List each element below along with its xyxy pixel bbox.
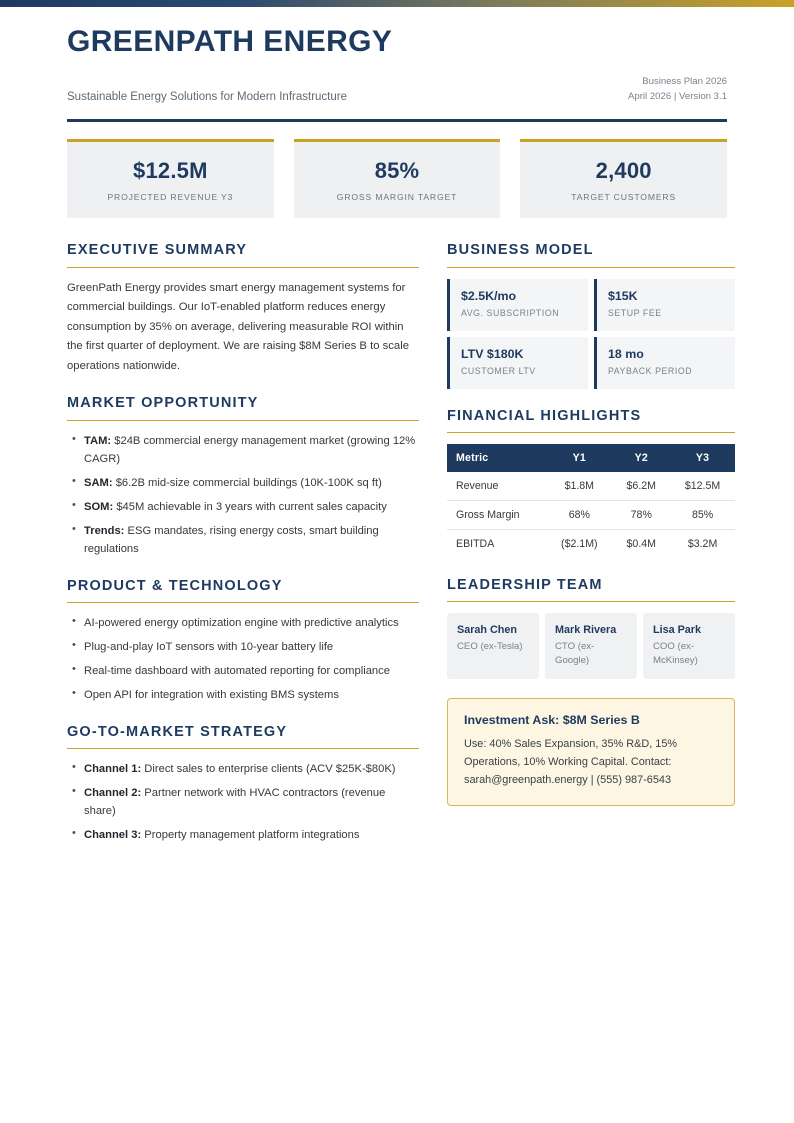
section-divider xyxy=(67,420,419,421)
business-model-cell xyxy=(594,337,735,389)
leader-name: Lisa Park xyxy=(653,624,702,637)
table-cell: $3.2M xyxy=(687,537,718,550)
left-column xyxy=(67,242,419,844)
list-item-text: Direct sales to enterprise clients (ACV $25K-$80K) xyxy=(141,762,396,775)
go-to-market-list xyxy=(67,760,419,845)
document-header xyxy=(67,7,727,122)
gradient-top-bar xyxy=(0,0,794,7)
table-cell: $6.2M xyxy=(612,472,670,501)
section-executive-summary xyxy=(67,242,419,376)
kpi-label: GROSS MARGIN TARGET xyxy=(336,192,458,203)
plan-version: April 2026 | Version 3.1 xyxy=(627,91,727,103)
section-divider xyxy=(67,748,419,749)
section-financial-highlights xyxy=(447,408,735,558)
leader-name: Sarah Chen xyxy=(457,624,517,637)
table-cell: 78% xyxy=(612,500,670,529)
section-divider xyxy=(447,601,735,602)
leadership-card xyxy=(643,613,735,679)
right-column xyxy=(447,242,735,806)
section-heading: GO-TO-MARKET STRATEGY xyxy=(67,723,288,740)
column-header: Y2 xyxy=(612,444,670,472)
table-cell: EBITDA xyxy=(456,537,495,550)
header-row xyxy=(67,74,727,106)
leader-name: Mark Rivera xyxy=(555,624,617,637)
column-header: Y1 xyxy=(546,444,612,472)
kpi-value: 85% xyxy=(374,158,420,184)
kpi-value: $12.5M xyxy=(133,158,208,184)
list-item-lead: Channel 2: xyxy=(84,787,142,800)
header-divider xyxy=(67,119,727,122)
list-item-text: Property management platform integrations xyxy=(141,829,360,842)
section-heading: BUSINESS MODEL xyxy=(447,242,594,259)
business-model-label: CUSTOMER LTV xyxy=(461,366,536,377)
list-item xyxy=(84,760,419,778)
section-heading: EXECUTIVE SUMMARY xyxy=(67,242,248,259)
company-tagline: Sustainable Energy Solutions for Modern Infrastructure xyxy=(67,91,347,104)
leader-role: COO (ex-McKinsey) xyxy=(653,641,698,666)
business-model-value: $15K xyxy=(608,288,638,303)
list-item xyxy=(84,614,419,632)
list-item-text: $45M achievable in 3 years with current sales capacity xyxy=(113,501,387,514)
table-cell: $0.4M xyxy=(626,537,656,550)
kpi-card xyxy=(294,139,501,218)
leadership-card xyxy=(545,613,637,679)
leadership-row xyxy=(447,613,735,679)
market-opportunity-list xyxy=(67,432,419,559)
page-content xyxy=(0,7,794,845)
list-item-text: $24B commercial energy management market (growing 12% CAGR) xyxy=(84,434,416,465)
list-item-lead: Channel 1: xyxy=(84,762,142,775)
executive-summary-text: GreenPath Energy provides smart energy management systems for commercial buildings. Our IoT-enabled platform reduces energy consumption by 35% on average, delivering measurable ROI within the first quarter of deployment. We are raising $8M Series B to scale operations nationwide. xyxy=(67,281,409,372)
table-cell: 68% xyxy=(546,500,612,529)
table-header-row xyxy=(447,444,735,472)
section-heading: FINANCIAL HIGHLIGHTS xyxy=(447,407,642,424)
business-model-cell xyxy=(594,279,735,331)
list-item-text: AI-powered energy optimization engine with predictive analytics xyxy=(84,617,399,630)
financial-table xyxy=(447,444,735,558)
kpi-value: 2,400 xyxy=(595,158,652,184)
table-cell: Revenue xyxy=(447,472,546,501)
business-model-value: LTV $180K xyxy=(461,346,524,361)
list-item-lead: SOM: xyxy=(84,501,114,514)
leader-role: CTO (ex-Google) xyxy=(555,641,595,666)
table-row xyxy=(447,529,735,558)
section-divider xyxy=(447,267,735,268)
table-cell: Gross Margin xyxy=(447,500,546,529)
list-item-text: ESG mandates, rising energy costs, smart building regulations xyxy=(84,525,379,556)
section-leadership-team xyxy=(447,577,735,679)
list-item-text: Partner network with HVAC contractors (revenue share) xyxy=(84,787,386,818)
leader-role: CEO (ex-Tesla) xyxy=(457,641,523,653)
header-meta xyxy=(628,74,727,106)
section-go-to-market xyxy=(67,724,419,845)
section-market-opportunity xyxy=(67,395,419,558)
table-cell: ($2.1M) xyxy=(561,537,598,550)
kpi-label: PROJECTED REVENUE Y3 xyxy=(107,192,234,203)
business-model-label: SETUP FEE xyxy=(608,308,662,319)
section-heading: LEADERSHIP TEAM xyxy=(447,576,603,593)
product-technology-list xyxy=(67,614,419,705)
list-item-text: Real-time dashboard with automated reporting for compliance xyxy=(84,665,390,678)
column-header: Y3 xyxy=(670,444,735,472)
business-model-value: 18 mo xyxy=(608,346,644,361)
kpi-card xyxy=(67,139,274,218)
list-item xyxy=(84,826,419,844)
business-model-cell xyxy=(447,337,588,389)
list-item-lead: Trends: xyxy=(84,525,125,538)
list-item xyxy=(84,662,419,680)
table-cell: 85% xyxy=(670,500,735,529)
section-heading: PRODUCT & TECHNOLOGY xyxy=(67,577,283,594)
list-item-lead: TAM: xyxy=(84,434,112,447)
kpi-label: TARGET CUSTOMERS xyxy=(571,192,677,203)
business-model-value: $2.5K/mo xyxy=(461,288,517,303)
section-divider xyxy=(447,432,735,433)
kpi-row xyxy=(67,139,727,218)
section-product-technology xyxy=(67,578,419,705)
company-name: GREENPATH ENERGY xyxy=(67,25,393,58)
business-model-label: PAYBACK PERIOD xyxy=(608,366,693,377)
table-row xyxy=(447,500,735,529)
business-model-cell xyxy=(447,279,588,331)
business-model-grid xyxy=(447,279,735,389)
kpi-card xyxy=(520,139,727,218)
two-column-body xyxy=(67,242,727,844)
financial-table-body xyxy=(447,472,735,558)
section-divider xyxy=(67,267,419,268)
plan-title: Business Plan 2026 xyxy=(642,75,727,87)
investment-ask-box xyxy=(447,698,735,806)
list-item-lead: SAM: xyxy=(84,477,113,490)
investment-ask-title: Investment Ask: $8M Series B xyxy=(464,712,640,727)
leadership-card xyxy=(447,613,539,679)
list-item-text: Plug-and-play IoT sensors with 10-year battery life xyxy=(84,641,334,654)
investment-ask-body: Use: 40% Sales Expansion, 35% R&D, 15% Operations, 10% Working Capital. Contact: sarah@greenpath.energy | (555) 987-6543 xyxy=(464,738,678,786)
list-item xyxy=(84,686,419,704)
list-item xyxy=(84,784,419,820)
financial-table-head xyxy=(447,444,735,472)
list-item xyxy=(84,432,419,468)
list-item-text: $6.2B mid-size commercial buildings (10K-100K sq ft) xyxy=(112,477,382,490)
list-item xyxy=(84,474,419,492)
section-business-model xyxy=(447,242,735,388)
list-item xyxy=(84,638,419,656)
table-row xyxy=(447,472,735,501)
list-item-lead: Channel 3: xyxy=(84,829,142,842)
list-item xyxy=(84,522,419,558)
section-divider xyxy=(67,602,419,603)
section-heading: MARKET OPPORTUNITY xyxy=(67,395,259,412)
column-header: Metric xyxy=(447,444,546,472)
business-model-label: AVG. SUBSCRIPTION xyxy=(461,308,560,319)
list-item xyxy=(84,498,419,516)
table-cell: $1.8M xyxy=(546,472,612,501)
table-cell: $12.5M xyxy=(670,472,735,501)
list-item-text: Open API for integration with existing BMS systems xyxy=(84,689,339,702)
